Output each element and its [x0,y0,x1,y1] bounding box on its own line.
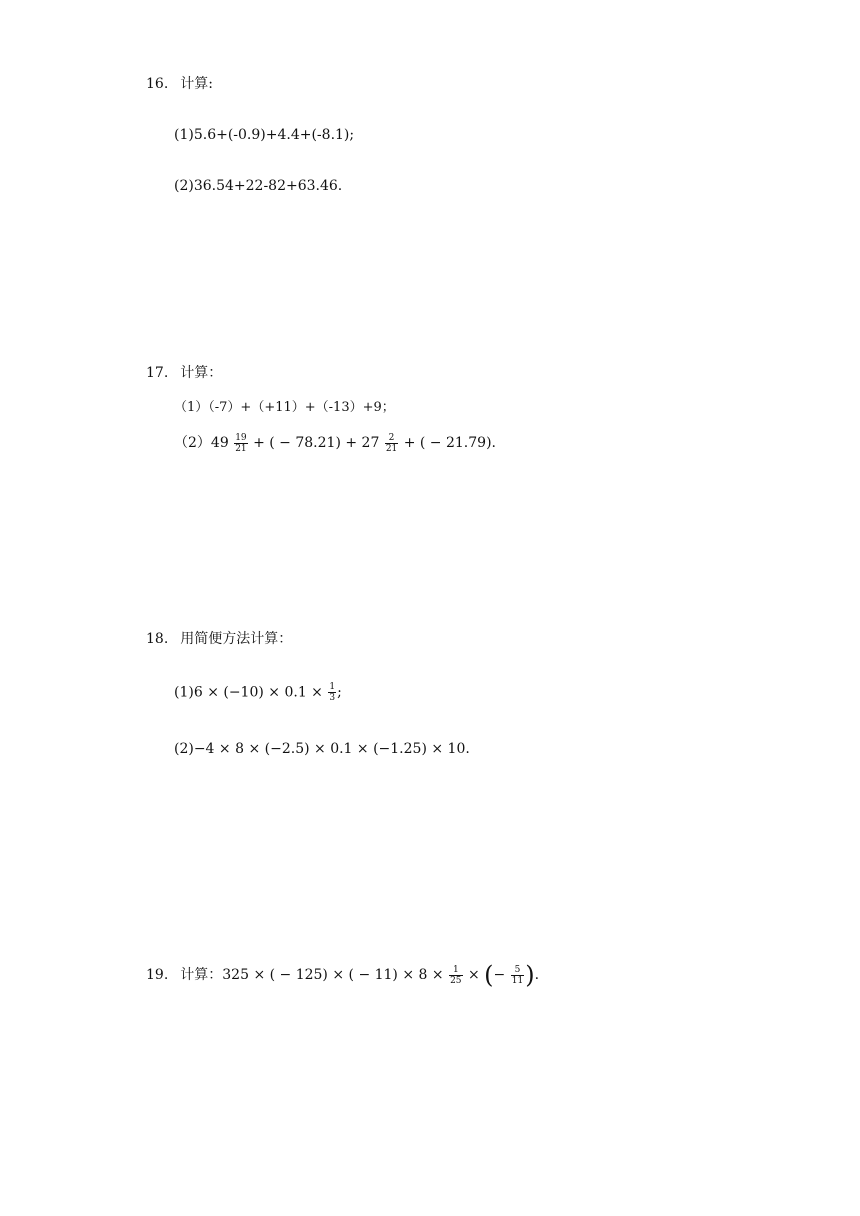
question-number: 19. [146,967,169,983]
fraction [234,433,247,454]
question-16-part-2: (2)36.54+22-82+63.46. [174,178,343,194]
question-17-part-2 [174,432,496,454]
times-sign: × [467,967,480,983]
question-18-stem [146,628,292,648]
question-16-stem [146,73,213,93]
question-17-stem [146,362,222,382]
expression-text: + ( − 21.79). [403,435,496,451]
question-17-part-1: （1）（-7）+（+11）+（-13）+9； [174,400,395,415]
question-18-part-1 [174,682,342,703]
expression-text: (1)6 × (−10) × 0.1 × [174,684,323,701]
denominator: 21 [235,443,247,454]
fraction [449,965,462,986]
expression-text: + ( − 78.21) + 27 [253,435,380,451]
numerator: 1 [449,965,462,976]
fraction [328,682,336,703]
denominator: 11 [511,975,524,986]
question-18-part-2: (2)−4 × 8 × (−2.5) × 0.1 × (−1.25) × 10. [174,741,470,757]
right-paren: ) [525,961,535,989]
question-19 [146,963,539,987]
question-text: 计算： [180,967,223,983]
question-number: 17. [146,365,169,381]
denominator: 25 [450,975,462,986]
question-text: 计算: [180,76,213,92]
minus-sign: − [493,967,506,983]
left-paren: ( [484,961,494,989]
question-number: 16. [146,76,169,92]
denominator: 3 [329,693,336,703]
numerator: 5 [511,965,524,976]
expression-text: 325 × ( − 125) × ( − 11) × 8 × [222,967,444,983]
numerator: 2 [385,433,398,444]
expression-text: ; [337,684,342,701]
fraction [385,433,398,454]
question-text: 计算： [180,365,223,381]
question-16-part-1: (1)5.6+(-0.9)+4.4+(-8.1); [174,127,355,143]
numerator: 1 [329,682,336,692]
fraction [511,965,524,986]
question-number: 18. [146,631,169,647]
question-text: 用简便方法计算： [180,631,293,647]
denominator: 21 [385,443,398,454]
numerator: 19 [235,432,247,443]
expression-text: . [534,967,540,983]
expression-text: （2）49 [174,435,229,451]
